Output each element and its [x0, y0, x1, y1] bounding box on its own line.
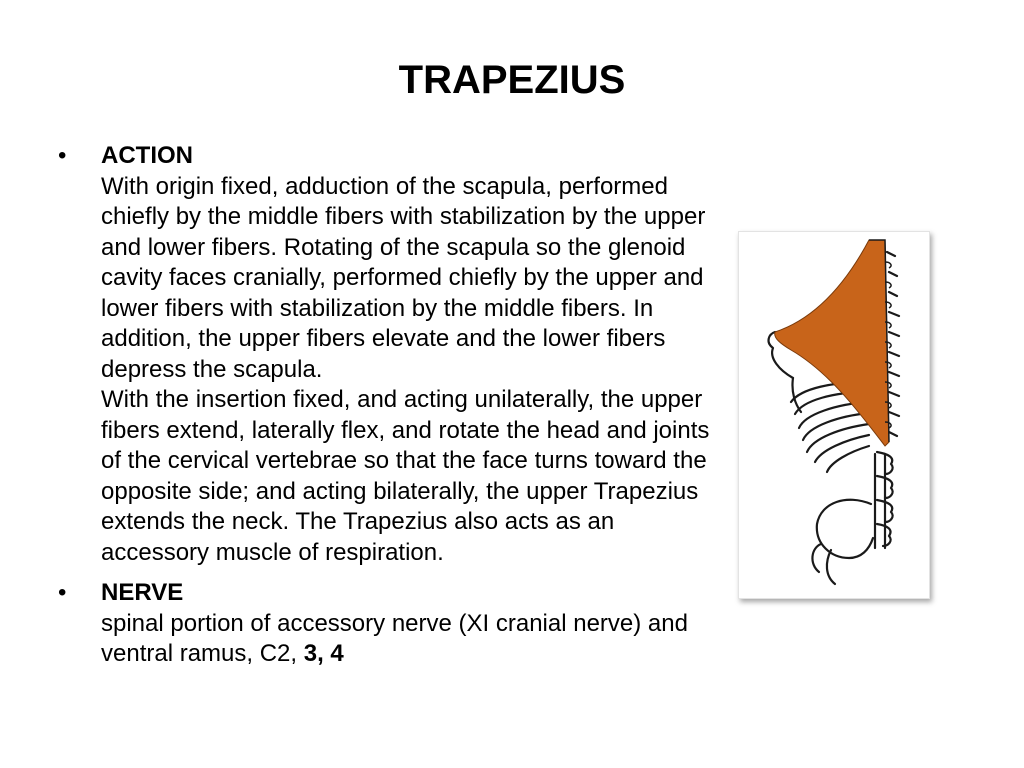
trapezius-illustration	[738, 231, 930, 599]
nerve-text-regular: spinal portion of accessory nerve (XI cranial nerve) and ventral ramus, C2,	[101, 609, 688, 667]
bullet-dot-icon: •	[58, 579, 67, 606]
action-paragraph-origin-fixed: With origin fixed, adduction of the scapula, performed chiefly by the middle fibers with stabilization by the upper and lower fibers. Rotating of the scapula so the glenoid cavity faces cranially, performed chiefly by the upper and lower fibers with stabilization by the middle fibers. In addition, the upper fibers elevate and the lower fibers depress the scapula.	[101, 172, 706, 383]
nerve-text	[101, 609, 718, 670]
bullet-nerve	[58, 578, 718, 670]
bullet-action	[58, 141, 718, 568]
action-heading: ACTION	[101, 142, 193, 169]
nerve-text-bold: 3, 4	[303, 640, 344, 667]
bullet-list	[58, 141, 718, 670]
action-paragraph-insertion-fixed: With the insertion fixed, and acting unilaterally, the upper fibers extend, laterally flex, and rotate the head and joints of the cervical vertebrae so that the face turns toward the opposite side; and acting bilaterally, the upper Trapezius extends the neck. The Trapezius also acts as an accessory muscle of respiration.	[101, 386, 710, 566]
trapezius-muscle-shape	[775, 240, 889, 446]
nerve-heading: NERVE	[101, 579, 184, 606]
trapezius-muscle-anatomy-icon	[739, 232, 929, 598]
bullet-dot-icon: •	[58, 142, 67, 169]
slide-title: TRAPEZIUS	[398, 58, 626, 102]
